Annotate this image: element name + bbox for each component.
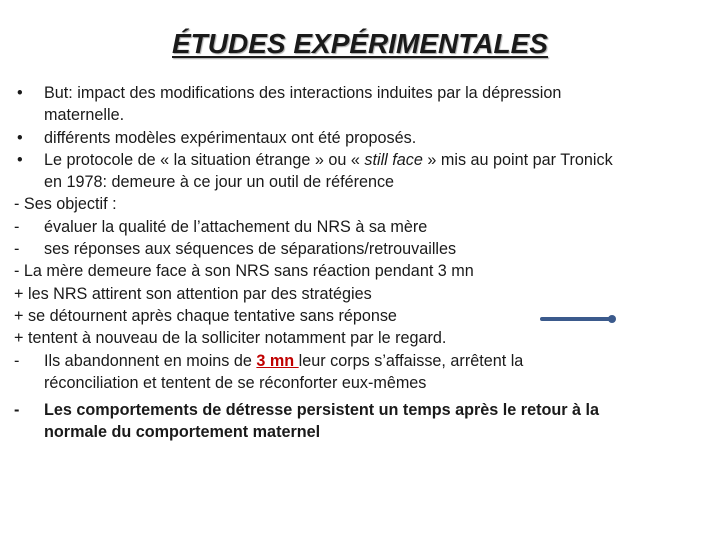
list-item-responses xyxy=(14,238,704,260)
dash-marker: - xyxy=(14,195,20,214)
list-text-continuation: réconciliation et tentent de se réconforter eux-mêmes xyxy=(44,373,427,392)
still-face-term: still face xyxy=(364,150,423,169)
list-item-try-again xyxy=(14,327,704,349)
list-text-continuation: normale du comportement maternel xyxy=(44,423,321,442)
give-up-text-pre: Ils abandonnent en moins de xyxy=(44,351,257,370)
dash-marker: - xyxy=(14,262,20,281)
list-item-attract xyxy=(14,283,704,305)
list-item-give-up xyxy=(14,350,704,395)
bullet-item-protocol xyxy=(14,149,704,194)
list-item-distress xyxy=(14,399,704,444)
list-text: ses réponses aux séquences de séparations/retrouvailles xyxy=(44,240,457,259)
bullet-marker: • xyxy=(17,84,23,102)
list-item-attachment xyxy=(14,216,704,238)
dash-marker: - xyxy=(14,240,20,259)
bullet-marker: • xyxy=(17,150,23,169)
plus-marker: + xyxy=(14,284,24,303)
bullet-text xyxy=(14,149,704,171)
list-text: évaluer la qualité de l’attachement du NRS à sa mère xyxy=(44,217,428,236)
page-title: ÉTUDES EXPÉRIMENTALES xyxy=(172,28,548,59)
give-up-text-post: leur corps s’affaisse, arrêtent la xyxy=(298,351,524,370)
bullet-text: différents modèles expérimentaux ont été proposés. xyxy=(44,128,417,147)
dash-marker: - xyxy=(14,217,20,236)
slide-body xyxy=(14,82,704,444)
bullet-text-continuation: maternelle. xyxy=(44,106,125,125)
list-text: La mère demeure face à son NRS sans réaction pendant 3 mn xyxy=(23,262,474,281)
plus-marker: + xyxy=(14,306,24,325)
plus-marker: + xyxy=(14,329,24,348)
bullet-item-models xyxy=(14,127,704,149)
bullet-marker: • xyxy=(17,128,23,147)
dash-marker: - xyxy=(14,351,20,370)
arrow-connector xyxy=(540,317,612,321)
list-text: Les comportements de détresse persistent un temps après le retour à la xyxy=(44,401,600,420)
bullet-text: But: impact des modifications des interactions induites par la dépression xyxy=(44,84,562,102)
protocol-text-pre: Le protocole de « la situation étrange » ou « xyxy=(44,150,365,169)
bullet-text-continuation: en 1978: demeure à ce jour un outil de référence xyxy=(44,173,395,192)
list-item-mother xyxy=(14,260,704,282)
list-text: tentent à nouveau de la solliciter notamment par le regard. xyxy=(27,329,447,348)
list-item-objectives xyxy=(14,193,704,215)
objectives-label: Ses objectif : xyxy=(23,195,117,214)
dash-marker: - xyxy=(14,401,20,420)
list-text: les NRS attirent son attention par des stratégies xyxy=(27,284,372,303)
protocol-text-post: » mis au point par Tronick xyxy=(422,150,613,169)
bullet-item-aim xyxy=(14,82,704,127)
list-text: se détournent après chaque tentative sans réponse xyxy=(27,306,397,325)
highlight-duration: 3 mn xyxy=(256,351,299,370)
